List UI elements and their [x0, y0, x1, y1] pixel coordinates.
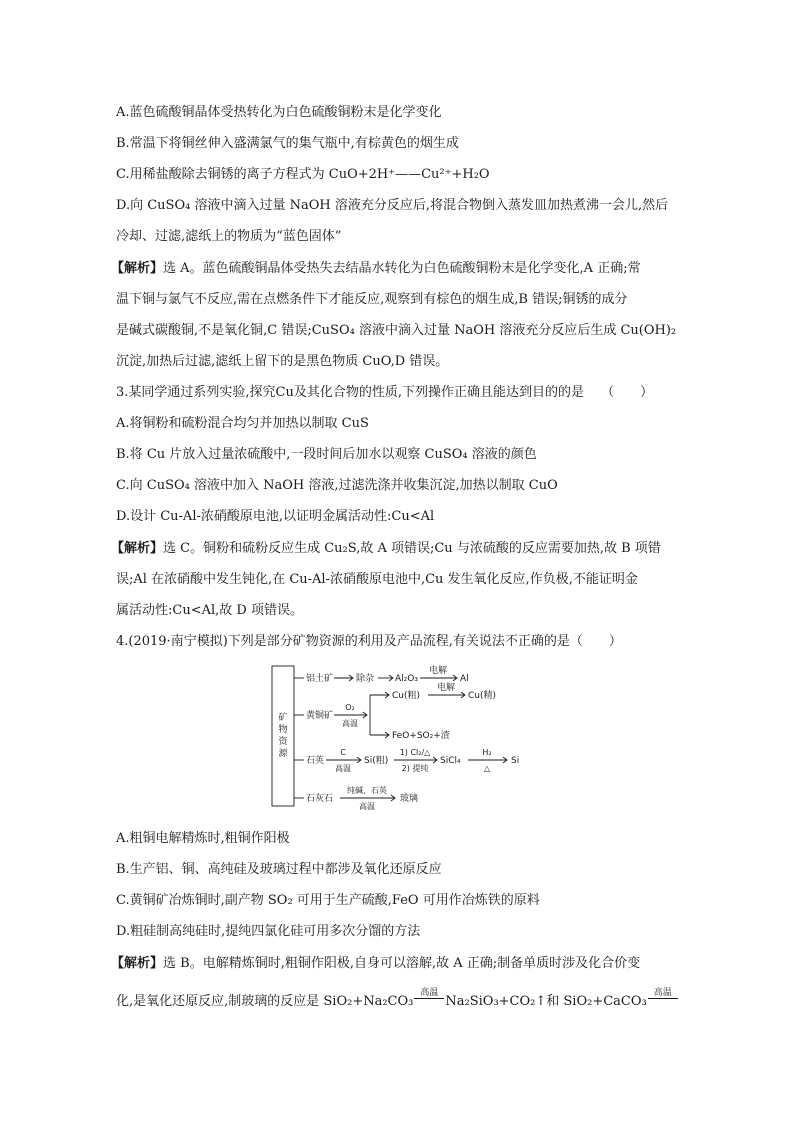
source-char-2: 物 [278, 725, 288, 735]
product-si: Si [511, 756, 520, 766]
source-char-1: 矿 [278, 713, 288, 723]
cond-high-temp-3: 高温 [359, 802, 375, 811]
ore-quartz: 石英 [306, 756, 325, 766]
q4-option-a: A.粗铜电解精炼时,粗铜作阳极 [116, 831, 290, 846]
reaction-arrow-2 [648, 988, 678, 999]
q2-option-c: C.用稀盐酸除去铜锈的离子方程式为 CuO+2H⁺——Cu²⁺+H₂O [116, 167, 490, 182]
crude-silicon: Si(粗) [364, 756, 389, 766]
ore-bauxite: 铝土矿 [306, 674, 334, 684]
cond-high-temp: 高温 [342, 719, 358, 728]
ore-chalcopyrite: 黄铜矿 [306, 711, 334, 721]
q2-analysis-line2: 温下铜与氯气不反应,需在点燃条件下才能反应,观察到有棕色的烟生成,B 错误;铜锈的成分 [116, 292, 628, 307]
q2-option-d-line2: 冷却、过滤,滤纸上的物质为“蓝色固体” [116, 229, 342, 244]
q3-option-d: D.设计 Cu-Al-浓硝酸原电池,以证明金属活动性:Cu<Al [116, 509, 435, 524]
source-char-4: 源 [278, 749, 288, 759]
q4-analysis-line2 [116, 988, 679, 1011]
q4-stem: 4.(2019·南宁模拟)下列是部分矿物资源的利用及产品流程,有关说法不正确的是（ ） [116, 634, 622, 649]
q2-analysis-line3: 是碱式碳酸铜,不是氧化铜,C 错误;CuSO₄ 溶液中滴入过量 NaOH 溶液充分反应后生成 Cu(OH)₂ [116, 323, 677, 338]
reaction-text-2: Na₂SiO₃+CO₂↑和 SiO₂+CaCO₃ [445, 994, 647, 1009]
q2-option-b: B.常温下将铜丝伸入盛满氯气的集气瓶中,有棕黄色的烟生成 [116, 136, 459, 151]
product-al: Al [460, 674, 469, 684]
analysis-text: 选 A。蓝色硫酸铜晶体受热失去结晶水转化为白色硫酸铜粉末是化学变化,A 正确;常 [163, 261, 641, 276]
mineral-flow-diagram [268, 662, 558, 812]
q3-analysis-line2: 误;Al 在浓硝酸中发生钝化,在 Cu-Al-浓硝酸原电池中,Cu 发生氧化反应,作负极,不能证明金 [116, 572, 638, 587]
analysis-text: 选 C。铜粉和硫粉反应生成 Cu₂S,故 A 项错误;Cu 与浓硫酸的反应需要加热,故 B 项错 [163, 541, 661, 556]
source-box [272, 666, 294, 806]
reaction-text-1: 化,是氧化还原反应,制玻璃的反应是 SiO₂+Na₂CO₃ [116, 994, 414, 1009]
q3-option-b: B.将 Cu 片放入过量浓硫酸中,一段时间后加水以观察 CuSO₄ 溶液的颜色 [116, 447, 537, 462]
cond-o2: O₂ [345, 703, 355, 712]
q3-stem: 3.某同学通过系列实验,探究Cu及其化合物的性质,下列操作正确且能达到目的的是 （ ） [116, 385, 654, 400]
source-char-3: 资 [278, 737, 288, 747]
q2-analysis-line4: 沉淀,加热后过滤,滤纸上留下的是黑色物质 CuO,D 错误。 [116, 354, 449, 369]
cond-chlorination: 1) Cl₂/△ [399, 748, 431, 757]
cond-purify: 2) 提纯 [401, 764, 429, 773]
cond-heat: △ [483, 764, 491, 773]
cond-high-temp-2: 高温 [335, 764, 351, 773]
analysis-text: 选 B。电解精炼铜时,粗铜作阳极,自身可以溶解,故 A 正确;制备单质时涉及化合价变 [163, 956, 641, 971]
analysis-tag: 【解析】 [111, 956, 164, 971]
q4-option-c: C.黄铜矿冶炼铜时,副产物 SO₂ 可用于生产硫酸,FeO 可用作冶炼铁的原料 [116, 893, 540, 908]
silicon-tetrachloride: SiCl₄ [440, 756, 461, 766]
alumina: Al₂O₃ [395, 674, 418, 684]
q2-analysis-line1 [111, 260, 641, 278]
q2-option-a: A.蓝色硫酸铜晶体受热转化为白色硫酸铜粉末是化学变化 [116, 105, 442, 120]
cond-high-temp-label: 高温 [653, 988, 672, 998]
q3-analysis-line3: 属活动性:Cu<Al,故 D 项错误。 [116, 603, 303, 618]
q2-option-d-line1: D.向 CuSO₄ 溶液中滴入过量 NaOH 溶液充分反应后,将混合物倒入蒸发皿加热煮沸一会儿,然后 [116, 198, 669, 213]
analysis-tag: 【解析】 [111, 541, 164, 556]
cond-high-temp-label: 高温 [420, 988, 439, 998]
product-glass: 玻璃 [400, 794, 419, 804]
cond-electrolysis-2: 电解 [436, 683, 456, 693]
ore-limestone: 石灰石 [306, 794, 334, 804]
q4-option-d: D.粗硅制高纯硅时,提纯四氯化硅可用多次分馏的方法 [116, 924, 421, 939]
cond-soda-quartz: 纯碱、石英 [347, 786, 387, 795]
cond-hydrogen: H₂ [482, 748, 492, 757]
analysis-tag: 【解析】 [111, 261, 164, 276]
q3-option-c: C.向 CuSO₄ 溶液中加入 NaOH 溶液,过滤洗涤并收集沉淀,加热以制取 CuO [116, 478, 558, 493]
cond-electrolysis: 电解 [428, 666, 448, 676]
reaction-arrow-1 [414, 988, 444, 999]
q4-option-b: B.生产铝、铜、高纯硅及玻璃过程中都涉及氧化还原反应 [116, 862, 442, 877]
byproducts: FeO+SO₂+渣 [392, 731, 450, 741]
refined-copper: Cu(精) [468, 691, 497, 701]
q3-analysis-line1 [111, 540, 661, 558]
q3-option-a: A.将铜粉和硫粉混合均匀并加热以制取 CuS [116, 416, 369, 431]
q4-analysis-line1 [111, 955, 640, 973]
cond-carbon: C [340, 748, 346, 757]
crude-copper: Cu(粗) [392, 691, 421, 701]
step-remove-impurities: 除杂 [356, 674, 375, 684]
